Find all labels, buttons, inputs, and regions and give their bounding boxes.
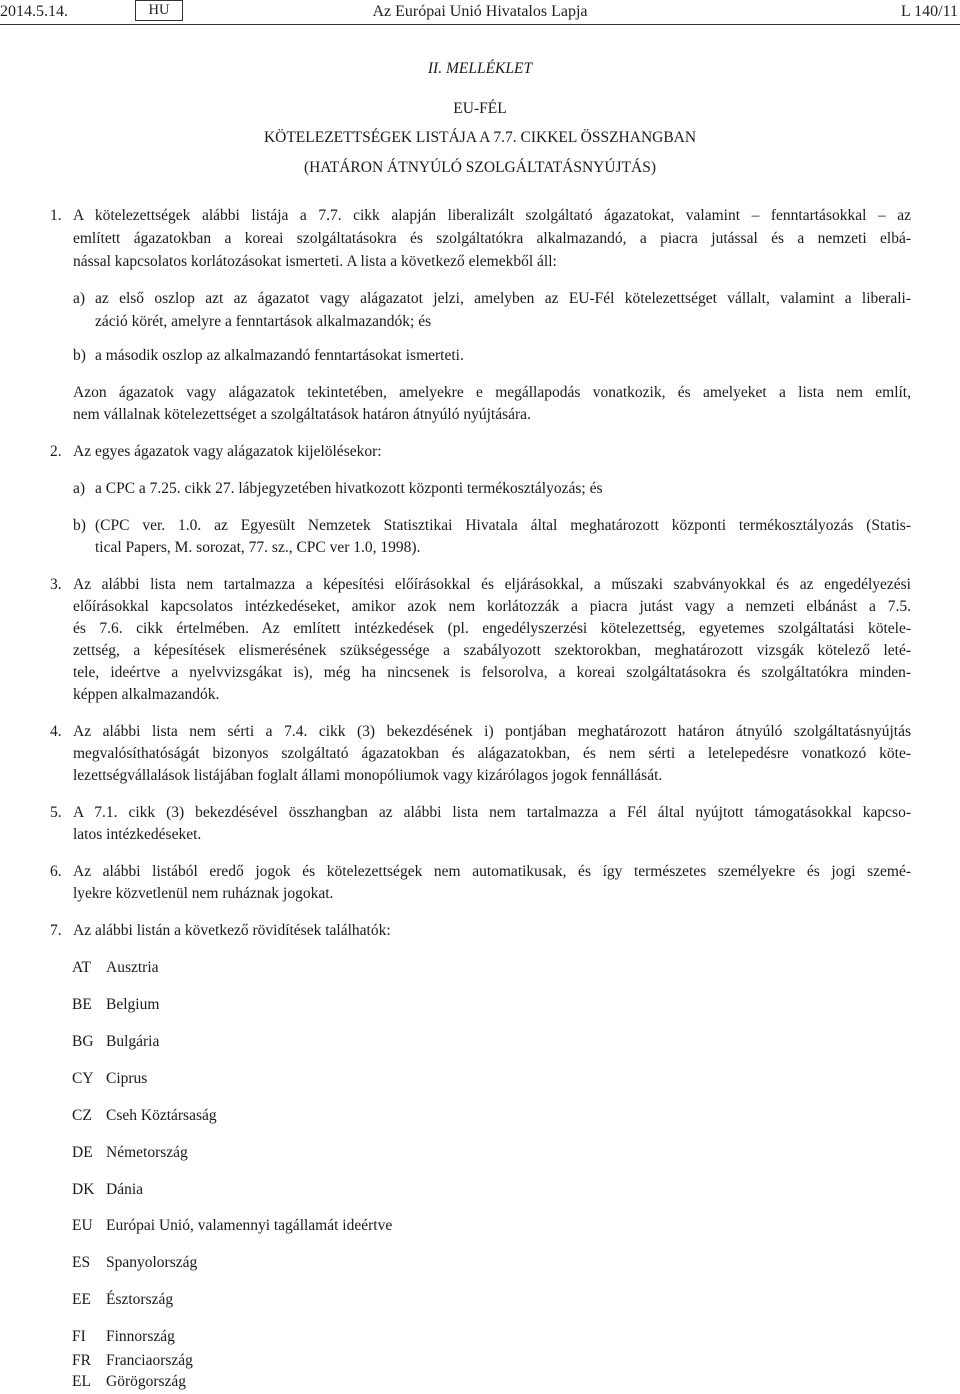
abbreviation-code: BE — [72, 996, 92, 1013]
abbreviation-name: Németország — [106, 1144, 188, 1161]
abbreviation-name: Észtország — [106, 1291, 174, 1308]
section-2-line: Az egyes ágazatok vagy alágazatok kijelölésekor: — [73, 443, 382, 460]
section-6-line: Az alábbi listából eredő jogok és kötelezettségek nem automatikusak, és így természetes személyekre és jogi szemé- — [73, 863, 911, 880]
item-b-line: a második oszlop az alkalmazandó fenntartásokat ismerteti. — [95, 347, 464, 364]
abbreviation-code: FR — [72, 1352, 91, 1369]
section-1-line: említett ágazatokban a koreai szolgáltatásokra és szolgáltatókra alkalmazandó, a piacra jutással és a nemzeti elbá- — [73, 230, 911, 247]
section-5-line: latos intézkedéseket. — [73, 826, 202, 843]
page-reference: L 140/11 — [900, 3, 958, 20]
section-3-line: Az alábbi lista nem tartalmazza a képesítési előírásokkal és eljárásokkal, a műszaki szabványokkal és az engedélyezési — [73, 576, 911, 593]
abbreviation-code: ES — [72, 1254, 91, 1271]
page-header — [0, 0, 960, 24]
section-5-line: A 7.1. cikk (3) bekezdésével összhangban az alábbi lista nem tartalmazza a Fél által nyújtott támogatásokkal kapcso- — [73, 804, 911, 821]
section-3-line: képpen alkalmazandók. — [73, 686, 220, 703]
section-3-line: zettség, a képesítések elismerésének szükségessége a szabályozott szektorokban, meghatározott vizsgák kötelező leté- — [73, 642, 911, 659]
header-divider — [0, 24, 960, 25]
abbreviation-code: CZ — [72, 1107, 92, 1124]
abbreviation-code: DK — [72, 1181, 95, 1198]
abbreviation-name: Ciprus — [106, 1070, 148, 1087]
abbreviation-name: Belgium — [106, 996, 160, 1013]
item-label: a) — [73, 290, 86, 307]
abbreviation-code: CY — [72, 1070, 94, 1087]
section-4-line: megvalósíthatóságát bizonyos szolgáltató ágazatokban és alágazatokban, és nem sérti a letelepedésre vonatkozó köte- — [73, 745, 911, 762]
item-a-line: az első oszlop azt az ágazatot vagy alágazatot jelzi, amelyben az EU-Fél kötelezettséget vállalt, valamint a liberali- — [95, 290, 911, 307]
party-title: EU-FÉL — [453, 100, 507, 117]
journal-title: Az Európai Unió Hivatalos Lapja — [372, 3, 588, 20]
abbreviation-name: Görögország — [106, 1373, 187, 1390]
section-number: 6. — [50, 863, 62, 880]
abbreviation-code: AT — [72, 959, 91, 976]
section-4-line: Az alábbi lista nem sérti a 7.4. cikk (3) bekezdésének i) pontjában meghatározott határon átnyúló szolgáltatásnyújtás — [73, 723, 911, 740]
section-4-line: lezettségvállalások listájában foglalt állami monopóliumok vagy kizárólagos jogok fennállását. — [73, 767, 663, 784]
list-subtitle: (HATÁRON ÁTNYÚLÓ SZOLGÁLTATÁSNYÚJTÁS) — [303, 159, 657, 176]
abbreviation-code: EU — [72, 1217, 93, 1234]
item-b-line: (CPC ver. 1.0. az Egyesült Nemzetek Statisztikai Hivatala által meghatározott központi termékosztályozás (Statis- — [95, 517, 911, 534]
section-number: 2. — [50, 443, 62, 460]
section-number: 5. — [50, 804, 62, 821]
item-label: a) — [73, 480, 86, 497]
item-a-line: a CPC a 7.25. cikk 27. lábjegyzetében hivatkozott központi termékosztályozás; és — [95, 480, 603, 497]
abbreviation-code: DE — [72, 1144, 93, 1161]
item-label: b) — [73, 347, 86, 364]
list-title: KÖTELEZETTSÉGEK LISTÁJA A 7.7. CIKKEL ÖSSZHANGBAN — [263, 129, 697, 146]
language-badge: HU — [135, 0, 183, 21]
section-3-line: és 7.6. cikk értelmében. Az említett intézkedések (pl. engedélyszerzési kötelezettség, egyetemes szolgáltatási kötele- — [73, 620, 911, 637]
abbreviation-name: Ausztria — [106, 959, 159, 976]
abbreviation-code: EL — [72, 1373, 91, 1390]
abbreviation-name: Spanyolország — [106, 1254, 198, 1271]
section-7-line: Az alábbi listán a következő rövidítések találhatók: — [73, 922, 391, 939]
abbreviation-name: Dánia — [106, 1181, 144, 1198]
section-number: 7. — [50, 922, 62, 939]
publication-date: 2014.5.14. — [0, 3, 68, 20]
section-1-line: A kötelezettségek alábbi listája a 7.7. cikk alapján liberalizált szolgáltató ágazatokat, valamint – fenntartásokkal – az — [73, 207, 911, 224]
item-label: b) — [73, 517, 86, 534]
abbreviation-code: EE — [72, 1291, 91, 1308]
abbreviation-code: BG — [72, 1033, 94, 1050]
abbreviation-code: FI — [72, 1328, 86, 1345]
section-1-line: nással kapcsolatos korlátozásokat ismerteti. A lista a következő elemekből áll: — [73, 253, 557, 270]
abbreviation-name: Európai Unió, valamennyi tagállamát ideértve — [106, 1217, 393, 1234]
section-number: 4. — [50, 723, 62, 740]
section-6-line: lyekre közvetlenül nem ruháznak jogokat. — [73, 885, 334, 902]
section-1-note-line: Azon ágazatok vagy alágazatok tekintetében, amelyekre e megállapodás vonatkozik, és amelyeket a lista nem említ, — [73, 384, 911, 401]
abbreviation-name: Bulgária — [106, 1033, 160, 1050]
item-a-line: záció körét, amelyre a fenntartások alkalmazandók; és — [95, 313, 432, 330]
annex-title: II. MELLÉKLET — [427, 60, 533, 77]
abbreviation-name: Finnország — [106, 1328, 175, 1345]
section-3-line: előírásokkal kapcsolatos intézkedéseket, amikor azok nem korlátozzák a piacra jutást vagy a nemzeti elbánást a 7.5. — [73, 598, 911, 615]
abbreviation-name: Franciaország — [106, 1352, 193, 1369]
item-b-line: tical Papers, M. sorozat, 77. sz., CPC ver 1.0, 1998). — [95, 539, 421, 556]
section-3-line: tele, ideértve a nyelvvizsgákat is), még ha nincsenek is felsorolva, a koreai szolgáltatásokra és szolgáltatókra minden- — [73, 664, 911, 681]
section-number: 1. — [50, 207, 62, 224]
section-1-note-line: nem vállalnak kötelezettséget a szolgáltatások határon átnyúló nyújtására. — [73, 406, 531, 423]
section-number: 3. — [50, 576, 62, 593]
abbreviation-name: Cseh Köztársaság — [106, 1107, 217, 1124]
